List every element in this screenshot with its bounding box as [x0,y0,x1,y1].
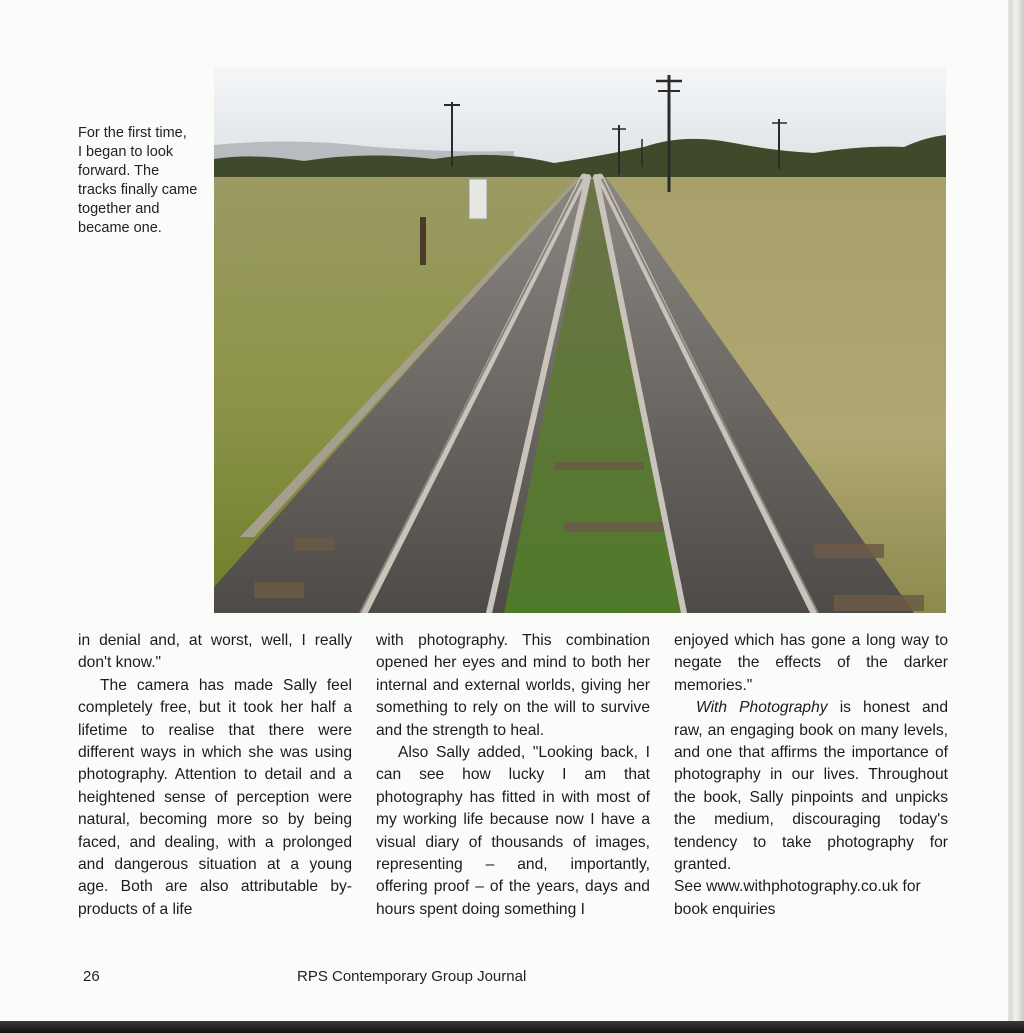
article-paragraph: in denial and, at worst, well, I really don't know." [78,632,352,672]
article-column-3 [674,630,948,921]
scan-bottom-edge [0,1021,1024,1033]
article-paragraph: The camera has made Sally feel completely free, but it took her half a lifetime to realise that there were different ways in which she was using photography. Attention to detail and a heightened sense of perception were natural, becoming more so by being faced, and dealing, with a prolonged and dangerous situation at a young age. Both are also attributable by-products of a life [78,676,352,918]
book-title: With Photography [696,699,828,717]
caption-line: forward. The [78,163,160,179]
article-paragraph [674,697,948,876]
article-paragraph: enjoyed which has gone a long way to negate the effects of the darker memories." [674,632,948,694]
railway-tracks-photo [214,67,946,613]
caption-line: I began to look [78,144,174,160]
book-enquiries-line: See www.withphotography.co.uk for book enquiries [674,878,921,918]
caption-line: tracks finally came [78,182,198,198]
journal-name: RPS Contemporary Group Journal [297,968,527,985]
photo-caption [78,124,204,238]
railway-photo-illustration [214,67,946,613]
caption-line: became one. [78,220,162,236]
article-column-2 [376,630,650,921]
caption-line: together and [78,201,160,217]
article-paragraph: Also Sally added, "Looking back, I can see how lucky I am that photography has fitted in with most of my working life because now I have a visual diary of thousands of images, representing – and, importantly, offering proof – of the years, days and hours spent doing something I [376,744,650,918]
article-paragraph: with photography. This combination opened her eyes and mind to both her internal and external worlds, giving her something to rely on the will to survive and the strength to heal. [376,632,650,739]
article-column-1 [78,630,352,921]
article-text: is honest and raw, an engaging book on many levels, and one that affirms the importance of photography in our lives. Throughout the book, Sally pinpoints and unpicks the medium, discouraging today's tendency to take photography for granted. [674,699,948,874]
caption-line: For the first time, [78,125,187,141]
page-number: 26 [83,968,100,985]
page-edge [1010,0,1024,1033]
